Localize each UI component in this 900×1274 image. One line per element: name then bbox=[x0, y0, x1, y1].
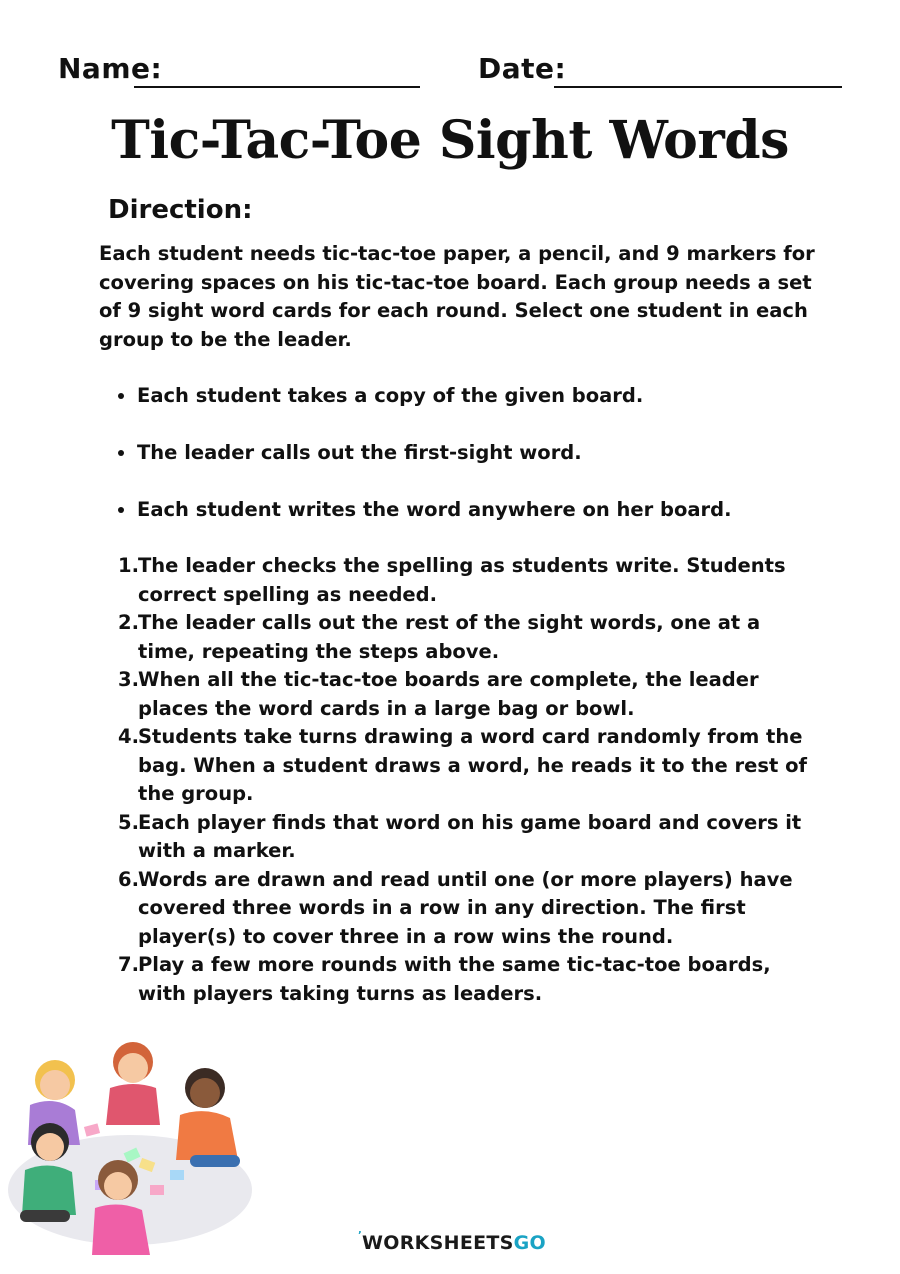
step-number: 7. bbox=[118, 953, 139, 976]
step-number: 5. bbox=[118, 810, 139, 834]
date-label: Date: bbox=[478, 52, 567, 85]
date-line[interactable] bbox=[554, 86, 842, 88]
logo-mark-icon: ’ bbox=[358, 1230, 363, 1241]
name-label: Name: bbox=[58, 52, 163, 85]
bullet-dot-icon bbox=[118, 393, 124, 399]
step-item bbox=[118, 866, 818, 952]
step-item bbox=[118, 809, 818, 866]
bullet-item bbox=[115, 439, 732, 496]
step-text: When all the tic-tac-toe boards are complete, the leader places the word cards in a large bag or bowl. bbox=[138, 668, 759, 720]
name-date-row bbox=[58, 52, 848, 92]
step-text: Each player finds that word on his game board and covers it with a marker. bbox=[138, 810, 802, 862]
direction-heading: Direction: bbox=[108, 195, 253, 225]
bullet-dot-icon bbox=[118, 507, 124, 513]
step-number: 1. bbox=[118, 554, 139, 577]
step-item bbox=[118, 609, 818, 666]
step-text: Students take turns drawing a word card randomly from the bag. When a student draws a word, he reads it to the rest of the group. bbox=[138, 725, 807, 805]
bullet-text: Each student writes the word anywhere on her board. bbox=[137, 498, 732, 521]
step-item bbox=[118, 951, 818, 1008]
children-playing-cards-illustration bbox=[0, 1030, 262, 1270]
steps-list bbox=[118, 552, 818, 1008]
step-text: Play a few more rounds with the same tic-tac-toe boards, with players taking turns as leaders. bbox=[138, 953, 771, 1005]
step-item bbox=[118, 723, 818, 809]
bullet-list bbox=[115, 382, 732, 553]
step-text: The leader calls out the rest of the sight words, one at a time, repeating the steps above. bbox=[138, 611, 761, 663]
step-number: 4. bbox=[118, 725, 139, 748]
logo-part1: WORKSHEETS bbox=[362, 1232, 514, 1254]
name-line[interactable] bbox=[134, 86, 420, 88]
step-item bbox=[118, 552, 818, 609]
bullet-dot-icon bbox=[118, 450, 124, 456]
bullet-text: Each student takes a copy of the given board. bbox=[137, 384, 644, 407]
intro-paragraph: Each student needs tic-tac-toe paper, a pencil, and 9 markers for covering spaces on his tic-tac-toe board. Each group needs a set of 9 sight word cards for each round. Select one student in each group to be the leader. bbox=[99, 242, 815, 351]
step-item bbox=[118, 666, 818, 723]
step-number: 2. bbox=[118, 611, 139, 634]
page-title: Tic-Tac-Toe Sight Words bbox=[111, 110, 789, 171]
bullet-item bbox=[115, 496, 732, 553]
step-text: Words are drawn and read until one (or more players) have covered three words in a row in any direction. The first player(s) to cover three in a row wins the round. bbox=[138, 867, 793, 948]
step-number: 3. bbox=[118, 668, 139, 691]
bullet-item bbox=[115, 382, 732, 439]
step-number: 6. bbox=[118, 867, 139, 891]
bullet-text: The leader calls out the first-sight word. bbox=[137, 441, 582, 464]
step-text: The leader checks the spelling as students write. Students correct spelling as needed. bbox=[138, 554, 786, 606]
worksheetsgo-logo bbox=[358, 1230, 547, 1254]
logo-part2: GO bbox=[513, 1232, 547, 1254]
